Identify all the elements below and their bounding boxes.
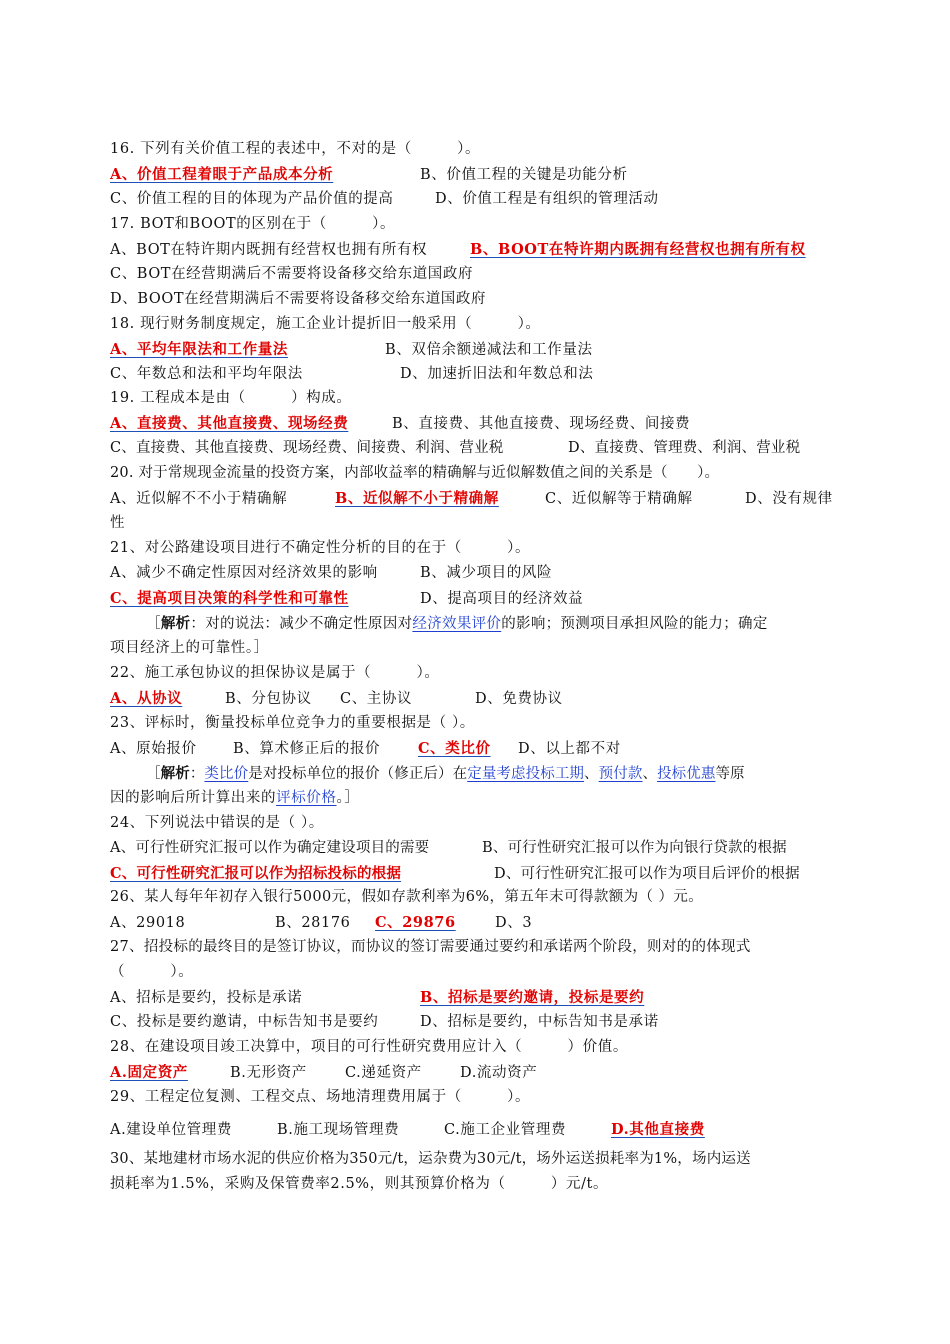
q19-option-a-answer: A、直接费、其他直接费、现场经费 [110, 415, 349, 432]
q16-options-cd [110, 187, 846, 212]
q30-stem-cont: 损耗率为1.5%，采购及保管费率2.5%，则其预算价格为（ ）元/t。 [110, 1176, 609, 1192]
q27-option-d: D、招标是要约，中标告知书是承诺 [420, 1014, 659, 1030]
q23-note-link-yufukuan[interactable]: 预付款 [598, 766, 643, 782]
q28-options [110, 1060, 846, 1085]
q21-note-text2: 的影响；预测项目承担风险的能力；确定 [501, 616, 768, 632]
q27-option-b-answer: B、招标是要约邀请，投标是要约 [420, 989, 645, 1006]
q20-option-a: A、近似解不不小于精确解 [110, 491, 288, 507]
q16-options-ab [110, 162, 846, 187]
q23-note-link-pingbiao[interactable]: 评标价格 [276, 790, 337, 806]
q21-option-a: A、减少不确定性原因对经济效果的影响 [110, 565, 378, 581]
q16-stem: 16. 下列有关价值工程的表述中，不对的是（ ）。 [110, 141, 481, 157]
q21-note-line1 [110, 611, 846, 636]
q22-options [110, 686, 846, 711]
q24-stem: 24、下列说法中错误的是（ ）。 [110, 815, 324, 831]
q27-option-a: A、招标是要约，投标是承诺 [110, 990, 303, 1006]
q26-options [110, 910, 846, 935]
q24-options-ab [110, 836, 846, 861]
q20-option-d: D、没有规律 [745, 491, 833, 507]
q26-option-c-answer: C、29876 [375, 914, 456, 931]
q17-option-a: A、BOT在特许期内既拥有经营权也拥有所有权 [110, 242, 428, 258]
q21-note-link[interactable]: 经济效果评价 [412, 616, 502, 632]
q24-option-d: D、可行性研究汇报可以作为项目后评价的根据 [494, 866, 800, 882]
q28-option-a-answer: A.固定资产 [110, 1064, 188, 1081]
q23-note-line1 [110, 761, 846, 786]
q21-note-label: 解析 [160, 615, 191, 632]
q28-option-c: C.递延资产 [345, 1065, 422, 1081]
q21-stem: 21、对公路建设项目进行不确定性分析的目的在于（ ）。 [110, 540, 531, 556]
q29-option-d-answer: D.其他直接费 [611, 1121, 705, 1138]
q21-note-text1: ：对的说法：减少不确定性原因对 [190, 616, 413, 632]
q23-note-link-gongqi[interactable]: 定量考虑投标工期 [467, 766, 585, 782]
q23-note-text4: 。］ [336, 790, 360, 806]
q17-option-c: C、BOT在经营期满后不需要将设备移交给东道国政府 [110, 266, 474, 282]
q18-option-a-answer: A、平均年限法和工作量法 [110, 341, 288, 358]
q27-stem-cont: （ ）。 [110, 964, 194, 980]
q21-options-ab [110, 561, 846, 586]
q23-note-link-lbj[interactable]: 类比价 [204, 766, 249, 782]
q16-option-d: D、价值工程是有组织的管理活动 [435, 191, 659, 207]
q17-option-b-answer: B、BOOT在特许期内既拥有经营权也拥有所有权 [470, 241, 806, 258]
q21-options-cd [110, 586, 846, 611]
q20-stem: 20. 对于常规现金流量的投资方案，内部收益率的精确解与近似解数值之间的关系是（ ）。 [110, 465, 720, 481]
q22-option-c: C、主协议 [340, 691, 413, 707]
q23-note-text1: 是对投标单位的报价（修正后）在 [248, 766, 468, 782]
q18-stem: 18. 现行财务制度规定，施工企业计提折旧一般采用（ ）。 [110, 316, 541, 332]
q23-note-text3: 因的影响后所计算出来的 [110, 790, 277, 806]
q27-options-ab [110, 985, 846, 1010]
q24-option-b: B、可行性研究汇报可以作为向银行贷款的根据 [482, 840, 787, 856]
q16-option-a-answer: A、价值工程着眼于产品成本分析 [110, 166, 334, 183]
q23-note-link-youhui[interactable]: 投标优惠 [657, 766, 716, 782]
q27-stem: 27、招投标的最终目的是签订协议，而协议的签订需要通过要约和承诺两个阶段，则对的的体现式 [110, 939, 751, 955]
q20-option-b-answer: B、近似解不小于精确解 [335, 490, 499, 507]
q19-option-b: B、直接费、其他直接费、现场经费、间接费 [392, 416, 691, 432]
q29-options [110, 1117, 846, 1142]
q26-option-b: B、28176 [275, 915, 351, 931]
q23-option-a: A、原始报价 [110, 741, 197, 757]
q29-option-c: C.施工企业管理费 [444, 1122, 567, 1138]
q27-options-cd [110, 1010, 846, 1035]
q19-option-c: C、直接费、其他直接费、现场经费、间接费、利润、营业税 [110, 440, 504, 456]
q18-options-cd [110, 362, 846, 387]
q24-option-c-answer: C、可行性研究汇报可以作为招标投标的根据 [110, 865, 402, 882]
q16-option-b: B、价值工程的关键是功能分析 [420, 167, 628, 183]
q20-option-c: C、近似解等于精确解 [545, 491, 693, 507]
q22-stem: 22、施工承包协议的担保协议是属于（ ）。 [110, 665, 440, 681]
q23-note-label: 解析 [160, 765, 190, 782]
q29-option-b: B.施工现场管理费 [277, 1122, 400, 1138]
q18-options-ab [110, 337, 846, 362]
q21-option-b: B、减少项目的风险 [420, 565, 553, 581]
q21-option-d: D、提高项目的经济效益 [420, 591, 584, 607]
q19-stem: 19. 工程成本是由（ ）构成。 [110, 390, 352, 406]
q18-option-c: C、年数总和法和平均年限法 [110, 366, 303, 382]
q24-options-cd [110, 861, 846, 886]
q21-option-c-answer: C、提高项目决策的科学性和可靠性 [110, 590, 349, 607]
q17-stem: 17. BOT和BOOT的区别在于（ ）。 [110, 216, 396, 232]
q26-option-a: A、29018 [110, 915, 186, 931]
q22-option-b: B、分包协议 [225, 691, 312, 707]
q29-stem: 29、工程定位复测、工程交点、场地清理费用属于（ ）。 [110, 1089, 531, 1105]
q23-note-text2: 等原 [715, 766, 745, 782]
q29-option-a: A.建设单位管理费 [110, 1122, 232, 1138]
q23-stem: 23、评标时，衡量投标单位竞争力的重要根据是（ ）。 [110, 715, 475, 731]
q30-stem: 30、某地建材市场水泥的供应价格为350元/t，运杂费为30元/t，场外运送损耗率为1%，场内运送 [110, 1151, 751, 1167]
q23-option-d: D、以上都不对 [518, 741, 621, 757]
q20-option-d-cont: 性 [110, 515, 126, 531]
q23-options [110, 736, 846, 761]
q21-note-open: ［ [146, 616, 161, 632]
q16-option-c: C、价值工程的目的体现为产品价值的提高 [110, 191, 394, 207]
q24-option-a: A、可行性研究汇报可以作为确定建设项目的需要 [110, 840, 430, 856]
q28-stem: 28、在建设项目竣工决算中，项目的可行性研究费用应计入（ ）价值。 [110, 1039, 628, 1055]
q23-note-sep1: 、 [584, 766, 599, 782]
q22-option-a-answer: A、从协议 [110, 690, 183, 707]
q23-note-sep2: 、 [642, 766, 658, 782]
q26-stem: 26、某人每年年初存入银行5000元，假如存款利率为6%，第五年末可得款额为（ ）元。 [110, 889, 704, 905]
q17-option-d: D、BOOT在经营期满后不需要将设备移交给东道国政府 [110, 291, 487, 307]
q23-option-c-answer: C、类比价 [418, 740, 491, 757]
q23-note-open: ［ [146, 766, 161, 782]
q26-option-d: D、3 [495, 915, 533, 931]
q18-option-d: D、加速折旧法和年数总和法 [400, 366, 594, 382]
q17-options-ab [110, 237, 846, 262]
q19-options-cd [110, 436, 846, 461]
q19-option-d: D、直接费、管理费、利润、营业税 [568, 440, 801, 456]
q22-option-d: D、免费协议 [475, 691, 563, 707]
q20-options [110, 486, 846, 511]
q23-option-b: B、算术修正后的报价 [233, 741, 381, 757]
q28-option-b: B.无形资产 [230, 1065, 307, 1081]
q18-option-b: B、双倍余额递减法和工作量法 [385, 342, 593, 358]
q23-note-colon: ： [189, 766, 205, 782]
q21-note-line2: 项目经济上的可靠性。］ [110, 640, 269, 656]
q28-option-d: D.流动资产 [460, 1065, 538, 1081]
q27-option-c: C、投标是要约邀请，中标告知书是要约 [110, 1014, 379, 1030]
q19-options-ab [110, 411, 846, 436]
q23-note-line2 [110, 786, 846, 811]
